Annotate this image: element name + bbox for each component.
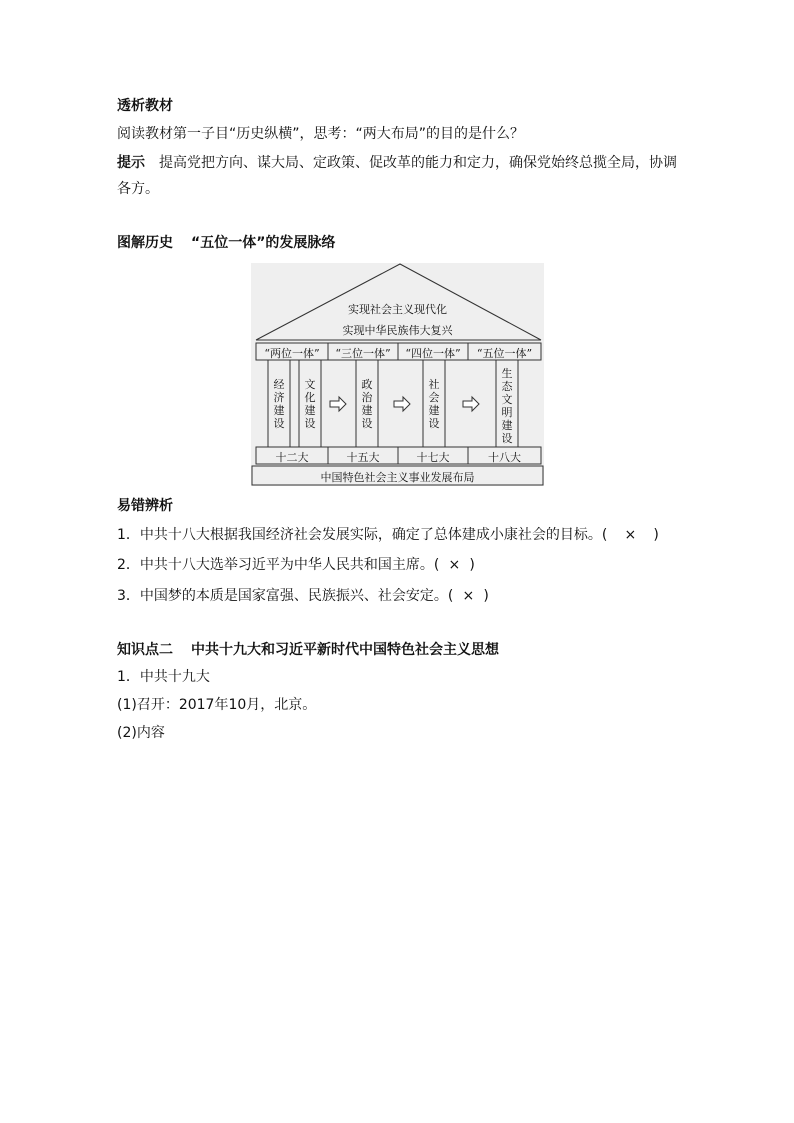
subheading-19th-congress: 1．中共十九大 [117, 669, 210, 685]
error-item-3 [117, 586, 489, 606]
pillar-label-5: 生态文明建设 [501, 367, 513, 445]
section-title-textbook-analysis: 透析教材 [117, 98, 173, 114]
error-item-text: 2．中共十八大选举习近平为中华人民共和国主席。( [117, 557, 440, 573]
error-mark: × [448, 557, 461, 573]
error-item-close: ) [469, 557, 475, 573]
knowledge-point-label: 知识点二 [117, 642, 173, 658]
item-content: (2)内容 [117, 725, 165, 741]
five-in-one-diagram [251, 263, 544, 486]
pillar-label-4: 社会建设 [428, 378, 440, 430]
roof-text-1: 实现社会主义现代化 [348, 303, 447, 316]
right-arrow-icon [463, 397, 479, 411]
hint-text: 提高党把方向、谋大局、定政策、促改革的能力和定力，确保党始终总揽全局，协调各方。 [117, 155, 677, 197]
diagram-heading [117, 233, 335, 253]
stage-2: “三位一体” [335, 347, 391, 360]
section-title-error-analysis: 易错辨析 [117, 498, 173, 514]
hint-label: 提示 [117, 155, 145, 171]
stage-1: “两位一体” [264, 347, 320, 360]
pillar-label-2: 文化建设 [304, 378, 316, 430]
question-text: 阅读教材第一子目“历史纵横”，思考：“两大布局”的目的是什么？ [117, 126, 525, 142]
hint-paragraph [117, 150, 682, 202]
item-convening: (1)召开：2017年10月，北京。 [117, 697, 317, 713]
stage-4: “五位一体” [476, 347, 533, 360]
error-item-close: ) [653, 527, 659, 543]
diagram-heading-label: 图解历史 [117, 235, 173, 251]
error-mark: × [624, 527, 637, 543]
error-item-text: 1．中共十八大根据我国经济社会发展实际，确定了总体建成小康社会的目标。( [117, 527, 608, 543]
knowledge-point-heading [117, 640, 499, 660]
pillar-label-3: 政治建设 [361, 378, 373, 430]
base-text: 中国特色社会主义事业发展布局 [320, 471, 475, 484]
error-item-2 [117, 555, 475, 575]
error-item-text: 3．中国梦的本质是国家富强、民族振兴、社会安定。( [117, 588, 454, 604]
congress-1: 十二大 [275, 451, 309, 464]
diagram-heading-text: “五位一体”的发展脉络 [191, 235, 336, 251]
right-arrow-icon [394, 397, 410, 411]
error-item-close: ) [483, 588, 489, 604]
congress-2: 十五大 [346, 451, 380, 464]
error-item-1 [117, 525, 659, 545]
stage-3: “四位一体” [405, 347, 461, 360]
knowledge-point-text: 中共十九大和习近平新时代中国特色社会主义思想 [191, 642, 499, 658]
roof-text-2: 实现中华民族伟大复兴 [342, 324, 453, 337]
right-arrow-icon [330, 397, 346, 411]
pillar-label-1: 经济建设 [273, 378, 285, 430]
error-mark: × [462, 588, 475, 604]
congress-3: 十七大 [416, 451, 450, 464]
congress-4: 十八大 [488, 451, 521, 464]
